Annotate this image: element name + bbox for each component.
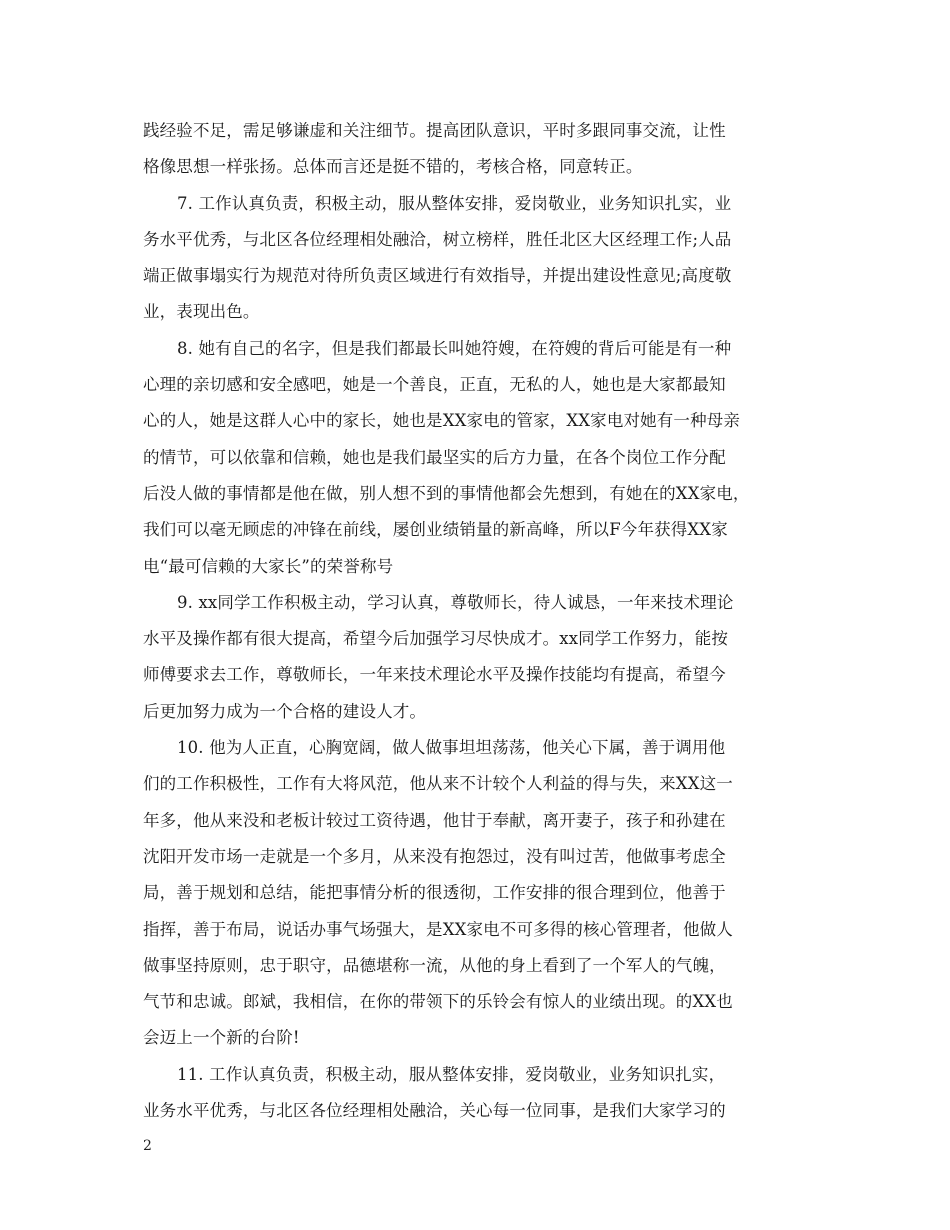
text-line: 端正做事塌实行为规范对待所负责区域进行有效指导，并提出建设性意见;高度敬 bbox=[143, 266, 732, 286]
text-line: 7. 工作认真负责，积极主动，服从整体安排，爱岗敬业，业务知识扎实，业 bbox=[177, 193, 732, 213]
text-line: 局，善于规划和总结，能把事情分析的很透彻，工作安排的很合理到位，他善于 bbox=[143, 883, 726, 903]
text-line: 业务水平优秀，与北区各位经理相处融洽，关心每一位同事，是我们大家学习的 bbox=[143, 1101, 726, 1121]
text-line: 师傅要求去工作，尊敬师长，一年来技术理论水平及操作技能均有提高，希望今 bbox=[143, 665, 726, 685]
text-line: 年多，他从来没和老板计较过工资待遇，他甘于奉献，离开妻子，孩子和孙建在 bbox=[143, 810, 726, 830]
text-line: 11. 工作认真负责，积极主动，服从整体安排，爱岗敬业，业务知识扎实， bbox=[177, 1064, 726, 1084]
text-line: 心的人，她是这群人心中的家长，她也是XX家电的管家，XX家电对她有一种母亲 bbox=[143, 411, 741, 431]
document-body bbox=[143, 113, 811, 1129]
text-line: 沈阳开发市场一走就是一个多月，从来没有抱怨过，没有叫过苦，他做事考虑全 bbox=[143, 846, 726, 866]
text-line: 指挥，善于布局，说话办事气场强大，是XX家电不可多得的核心管理者，他做人 bbox=[143, 919, 733, 939]
text-line: 9. xx同学工作积极主动，学习认真，尊敬师长，待人诚恳，一年来技术理论 bbox=[177, 592, 734, 612]
text-line: 气节和忠诚。郎斌，我相信，在你的带领下的乐铃会有惊人的业绩出现。的XX也 bbox=[143, 992, 733, 1012]
text-line: 们的工作积极性，工作有大将风范，他从来不计较个人利益的得与失，来XX这一 bbox=[143, 774, 733, 794]
text-line: 做事坚持原则，忠于职守，品德堪称一流，从他的身上看到了一个军人的气魄， bbox=[143, 955, 726, 975]
text-line: 我们可以毫无顾虑的冲锋在前线，屡创业绩销量的新高峰，所以F今年获得XX家 bbox=[143, 520, 728, 540]
text-line: 会迈上一个新的台阶! bbox=[143, 1028, 300, 1048]
text-line: 8. 她有自己的名字，但是我们都最长叫她符嫂，在符嫂的背后可能是有一种 bbox=[177, 338, 732, 358]
text-line: 务水平优秀，与北区各位经理相处融洽，树立榜样，胜任北区大区经理工作;人品 bbox=[143, 229, 732, 249]
text-line: 的情节，可以依靠和信赖，她也是我们最坚实的后方力量，在各个岗位工作分配 bbox=[143, 447, 726, 467]
text-line: 心理的亲切感和安全感吧，她是一个善良，正直，无私的人，她也是大家都最知 bbox=[143, 375, 726, 395]
text-line: 10. 他为人正直，心胸宽阔，做人做事坦坦荡荡，他关心下属，善于调用他 bbox=[177, 738, 726, 758]
text-line: 践经验不足，需足够谦虚和关注细节。提高团队意识，平时多跟同事交流，让性 bbox=[143, 121, 726, 140]
text-line: 电“最可信赖的大家长”的荣誉称号 bbox=[143, 556, 394, 576]
page-number: 2 bbox=[143, 1138, 152, 1154]
text-line: 后没人做的事情都是他在做，别人想不到的事情他都会先想到，有她在的XX家电， bbox=[143, 483, 750, 503]
text-line: 格像思想一样张扬。总体而言还是挺不错的，考核合格，同意转正。 bbox=[143, 157, 643, 177]
text-line: 水平及操作都有很大提高，希望今后加强学习尽快成才。xx同学工作努力，能按 bbox=[143, 629, 729, 649]
text-line: 业，表现出色。 bbox=[143, 302, 260, 322]
text-line: 后更加努力成为一个合格的建设人才。 bbox=[143, 701, 427, 721]
